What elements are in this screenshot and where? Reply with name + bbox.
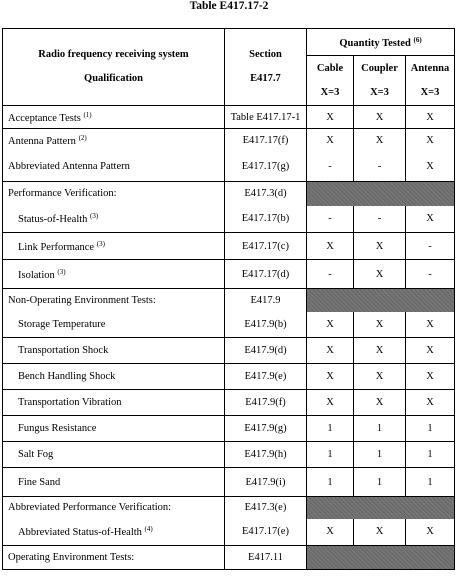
antenna-cell: X: [406, 206, 455, 233]
cable-cell: X: [307, 390, 354, 416]
row-note: (4): [144, 525, 153, 534]
row-section: E417.9(d): [225, 338, 307, 364]
section-header: [225, 29, 307, 106]
table-row: [3, 338, 455, 364]
antenna-header: [406, 56, 455, 106]
qualification-header-line2: Qualification: [84, 73, 143, 84]
row-section: E417.11: [225, 546, 307, 570]
row-label-text: Acceptance Tests: [8, 112, 81, 124]
row-label: Transportation Vibration: [3, 390, 225, 416]
row-section: E417.9(i): [225, 468, 307, 497]
qualification-table: [2, 28, 455, 570]
table-row: [3, 312, 455, 338]
row-label-text: Status-of-Health: [18, 214, 88, 226]
table-row: [3, 260, 455, 289]
table-row: [3, 153, 455, 182]
table-row: [3, 442, 455, 468]
row-note: (3): [57, 267, 66, 276]
table-row: [3, 129, 455, 153]
row-label: Abbreviated Performance Verification:: [3, 497, 225, 519]
shaded-cell: [307, 289, 455, 312]
row-label-text: Abbreviated Antenna Pattern: [8, 161, 130, 173]
cable-cell: X: [307, 312, 354, 338]
row-section: E417.17(c): [225, 233, 307, 260]
antenna-cell: 1: [406, 442, 455, 468]
quantity-tested-note: (6): [413, 35, 422, 44]
row-note: (2): [78, 134, 87, 143]
row-label: Fine Sand: [3, 468, 225, 497]
cable-cell: X: [307, 129, 354, 153]
antenna-cell: -: [406, 260, 455, 289]
cable-header-name: Cable: [316, 62, 344, 74]
coupler-cell: X: [354, 129, 406, 153]
row-label-text: Performance Verification:: [8, 188, 117, 200]
antenna-cell: 1: [406, 468, 455, 497]
row-label: [3, 519, 225, 546]
row-section: E417.3(d): [225, 182, 307, 206]
qualification-header: [3, 29, 225, 106]
row-label: Salt Fog: [3, 442, 225, 468]
row-label: [3, 260, 225, 289]
section-header-line2: E417.7: [250, 73, 281, 84]
row-label: Transportation Shock: [3, 338, 225, 364]
antenna-cell: X: [406, 153, 455, 182]
row-section: E417.9(g): [225, 416, 307, 442]
row-section: E417.9(e): [225, 364, 307, 390]
table-row: [3, 416, 455, 442]
coupler-cell: X: [354, 519, 406, 546]
shaded-cell: [307, 497, 455, 519]
table-row: [3, 497, 455, 519]
coupler-cell: X: [354, 364, 406, 390]
cable-cell: 1: [307, 468, 354, 497]
table-row: [3, 182, 455, 206]
cable-cell: X: [307, 106, 354, 129]
cable-cell: -: [307, 153, 354, 182]
row-label: [3, 289, 225, 312]
coupler-cell: X: [354, 233, 406, 260]
coupler-cell: X: [354, 106, 406, 129]
cable-cell: -: [307, 260, 354, 289]
antenna-cell: X: [406, 129, 455, 153]
coupler-cell: X: [354, 390, 406, 416]
row-section: E417.17(g): [225, 153, 307, 182]
row-label: Bench Handling Shock: [3, 364, 225, 390]
antenna-cell: X: [406, 312, 455, 338]
row-label: Storage Temperature: [3, 312, 225, 338]
row-label-text: Antenna Pattern: [8, 136, 76, 148]
row-note: (3): [96, 239, 105, 248]
coupler-cell: X: [354, 312, 406, 338]
table-title: Table E417.17-2: [189, 0, 269, 12]
coupler-cell: -: [354, 206, 406, 233]
row-label: [3, 233, 225, 260]
antenna-cell: -: [406, 233, 455, 260]
shaded-cell: [307, 182, 455, 206]
row-section: E417.9(f): [225, 390, 307, 416]
cable-cell: X: [307, 233, 354, 260]
cable-cell: X: [307, 519, 354, 546]
row-label: Operating Environment Tests:: [3, 546, 225, 570]
antenna-cell: X: [406, 364, 455, 390]
row-label: [3, 106, 225, 129]
section-header-line1: Section: [249, 49, 282, 60]
coupler-header: [354, 56, 406, 106]
table-row: [3, 106, 455, 129]
cable-cell: -: [307, 206, 354, 233]
row-label: [3, 153, 225, 182]
antenna-cell: X: [406, 338, 455, 364]
table-row: [3, 289, 455, 312]
coupler-cell: X: [354, 260, 406, 289]
coupler-cell: 1: [354, 416, 406, 442]
coupler-cell: X: [354, 338, 406, 364]
antenna-cell: X: [406, 106, 455, 129]
row-note: (1): [83, 110, 92, 119]
row-section: E417.17(b): [225, 206, 307, 233]
row-section: E417.9: [225, 289, 307, 312]
row-section: E417.17(d): [225, 260, 307, 289]
qualification-header-line1: Radio frequency receiving system: [38, 49, 189, 60]
antenna-header-sub: X=3: [420, 86, 440, 98]
antenna-cell: X: [406, 519, 455, 546]
row-label: [3, 206, 225, 233]
cable-header: [307, 56, 354, 106]
antenna-cell: X: [406, 390, 455, 416]
coupler-cell: 1: [354, 468, 406, 497]
table-row: [3, 364, 455, 390]
cable-cell: X: [307, 338, 354, 364]
row-section: E417.17(e): [225, 519, 307, 546]
cable-cell: 1: [307, 442, 354, 468]
row-section: E417.3(e): [225, 497, 307, 519]
cable-cell: X: [307, 364, 354, 390]
coupler-cell: -: [354, 153, 406, 182]
quantity-tested-header: [307, 29, 455, 56]
row-section: E417.9(b): [225, 312, 307, 338]
shaded-cell: [307, 546, 455, 570]
row-label: Fungus Resistance: [3, 416, 225, 442]
row-label-text: Isolation: [18, 269, 55, 281]
coupler-header-sub: X=3: [370, 86, 389, 98]
row-section: E417.9(h): [225, 442, 307, 468]
row-section: Table E417.17-1: [225, 106, 307, 129]
quantity-tested-label: Quantity Tested: [339, 37, 411, 49]
row-label: [3, 182, 225, 206]
table-row: [3, 390, 455, 416]
row-label-text: Non-Operating Environment Tests:: [8, 294, 156, 306]
table-row: [3, 468, 455, 497]
coupler-cell: 1: [354, 442, 406, 468]
antenna-cell: 1: [406, 416, 455, 442]
table-row: [3, 519, 455, 546]
table-row: [3, 233, 455, 260]
row-note: (3): [90, 212, 99, 221]
row-label-text: Abbreviated Status-of-Health: [18, 527, 142, 539]
table-row: [3, 206, 455, 233]
cable-header-sub: X=3: [320, 86, 340, 98]
row-section: E417.17(f): [225, 129, 307, 153]
antenna-header-name: Antenna: [410, 62, 450, 74]
row-label: [3, 129, 225, 153]
cable-cell: 1: [307, 416, 354, 442]
coupler-header-name: Coupler: [361, 62, 398, 74]
row-label-text: Link Performance: [18, 241, 95, 253]
table-row: [3, 546, 455, 570]
